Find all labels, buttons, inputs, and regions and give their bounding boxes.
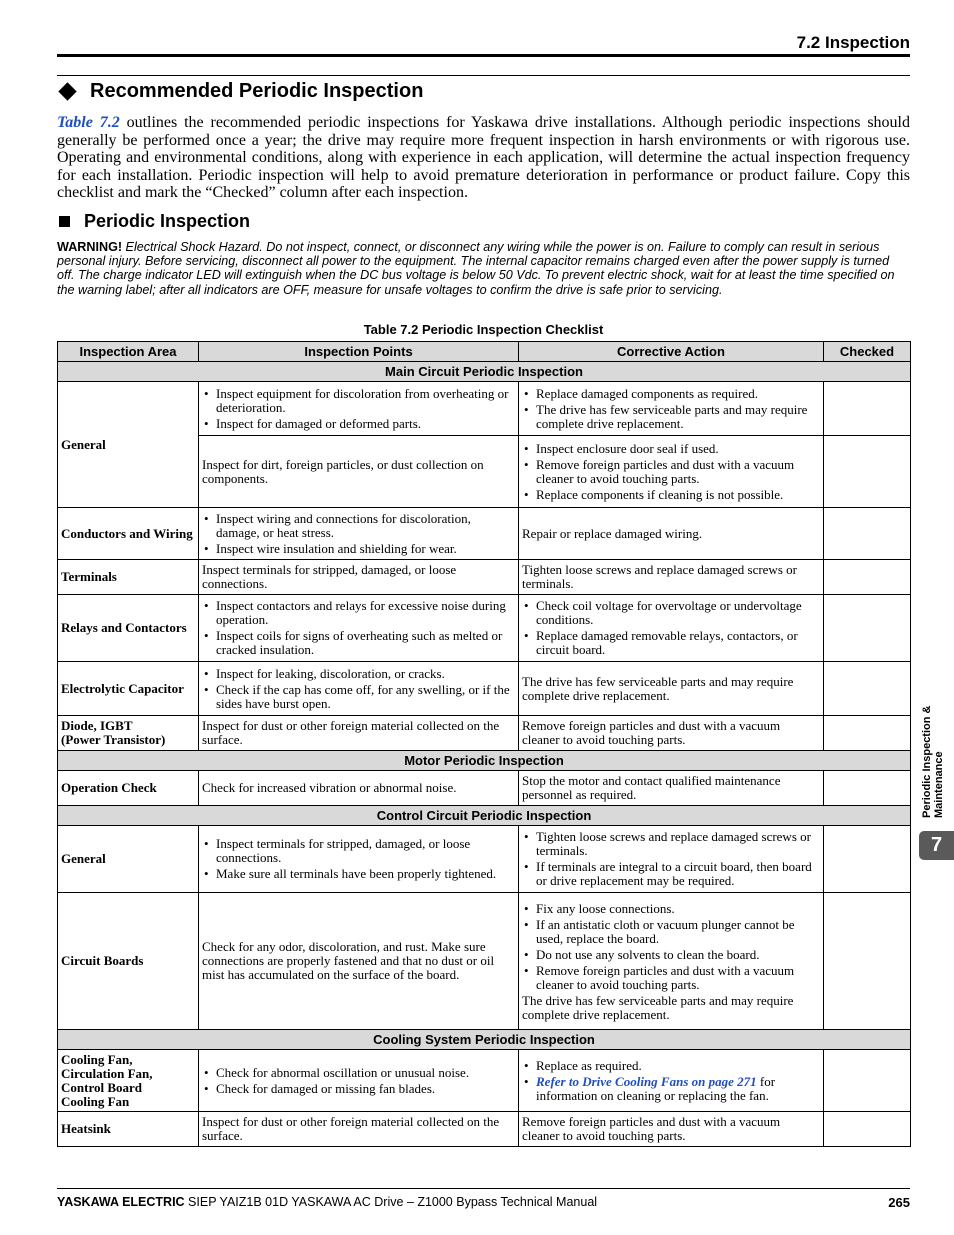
- list-item: • If terminals are integral to a circuit board, then board or drive replacement may be required.: [522, 860, 820, 888]
- inspection-points: [199, 662, 519, 716]
- list-item: • Replace as required.: [522, 1059, 820, 1073]
- list-item: [522, 1075, 820, 1103]
- checked-cell[interactable]: [824, 382, 911, 436]
- corrective-action: The drive has few serviceable parts and may require complete drive replacement.: [519, 662, 824, 716]
- inspection-points: Check for any odor, discoloration, and rust. Make sure connections are properly fastened and that no dust or oil mist has accumulated on the surface of the board.: [199, 893, 519, 1030]
- list-item: • Fix any loose connections.: [522, 902, 820, 916]
- table-row: [58, 595, 911, 662]
- running-header: 7.2 Inspection: [796, 33, 910, 52]
- inspection-checklist-table: [57, 341, 911, 1147]
- corrective-action: [519, 436, 824, 508]
- table-row: [58, 771, 911, 806]
- inspection-area: [58, 716, 199, 751]
- corrective-action: [519, 595, 824, 662]
- list-item: • Check coil voltage for overvoltage or undervoltage conditions.: [522, 599, 820, 627]
- section-title: [57, 80, 423, 103]
- checked-cell[interactable]: [824, 893, 911, 1030]
- table-row: [58, 382, 911, 436]
- subsection-title: [57, 211, 250, 232]
- warning-notice: [57, 240, 910, 297]
- footer-brand: YASKAWA ELECTRIC: [57, 1195, 185, 1209]
- list-item: • Make sure all terminals have been properly tightened.: [202, 867, 515, 881]
- table-row: [58, 716, 911, 751]
- chapter-tab[interactable]: 7: [919, 831, 954, 860]
- table-row: [58, 893, 911, 1030]
- checked-cell[interactable]: [824, 436, 911, 508]
- list-item: • Check for damaged or missing fan blades.: [202, 1082, 515, 1096]
- area-line: Diode, IGBT: [61, 718, 133, 733]
- chapter-side-label: [921, 693, 945, 818]
- list-item: • Inspect wiring and connections for discoloration, damage, or heat stress.: [202, 512, 515, 540]
- column-header: Corrective Action: [519, 342, 824, 362]
- inspection-points: Inspect for dust or other foreign material collected on the surface.: [199, 1112, 519, 1147]
- inspection-points: Inspect terminals for stripped, damaged, or loose connections.: [199, 560, 519, 595]
- list-item: • Inspect for leaking, discoloration, or cracks.: [202, 667, 515, 681]
- list-item: • Do not use any solvents to clean the board.: [522, 948, 820, 962]
- checked-cell[interactable]: [824, 1112, 911, 1147]
- corrective-action: Repair or replace damaged wiring.: [519, 508, 824, 560]
- checked-cell[interactable]: [824, 662, 911, 716]
- square-bullet-icon: [59, 216, 70, 227]
- corrective-action: Stop the motor and contact qualified maintenance personnel as required.: [519, 771, 824, 806]
- list-item: • Inspect contactors and relays for excessive noise during operation.: [202, 599, 515, 627]
- corrective-action: Remove foreign particles and dust with a vacuum cleaner to avoid touching parts.: [519, 716, 824, 751]
- area-line: Circulation Fan,: [61, 1065, 153, 1081]
- group-label: Main Circuit Periodic Inspection: [58, 362, 911, 382]
- diamond-bullet-icon: [58, 82, 76, 100]
- inspection-area: General: [58, 382, 199, 508]
- area-line: Cooling Fan: [61, 1093, 130, 1109]
- inspection-points: Check for increased vibration or abnormal noise.: [199, 771, 519, 806]
- list-item: • Remove foreign particles and dust with a vacuum cleaner to avoid touching parts.: [522, 964, 820, 992]
- list-item: • Remove foreign particles and dust with a vacuum cleaner to avoid touching parts.: [522, 458, 820, 486]
- checked-cell[interactable]: [824, 1050, 911, 1112]
- group-label: Control Circuit Periodic Inspection: [58, 806, 911, 826]
- list-item: • Inspect terminals for stripped, damaged, or loose connections.: [202, 837, 515, 865]
- column-header: Checked: [824, 342, 911, 362]
- area-line: (Power Transistor): [61, 732, 166, 747]
- corrective-action: [519, 826, 824, 893]
- checked-cell[interactable]: [824, 595, 911, 662]
- inspection-area: General: [58, 826, 199, 893]
- corrective-action: Remove foreign particles and dust with a vacuum cleaner to avoid touching parts.: [519, 1112, 824, 1147]
- list-item: • Replace damaged components as required.: [522, 387, 820, 401]
- link-suffix: for information on cleaning or replacing the fan.: [536, 1073, 776, 1103]
- corrective-action: [519, 893, 824, 1030]
- footer-rule: [57, 1188, 910, 1189]
- inspection-points: [199, 508, 519, 560]
- footer-doc: SIEP YAIZ1B 01D YASKAWA AC Drive – Z1000 Bypass Technical Manual: [184, 1195, 598, 1209]
- side-label-line: Maintenance: [933, 751, 945, 818]
- section-title-text: Recommended Periodic Inspection: [90, 80, 424, 102]
- table-row: [58, 826, 911, 893]
- warning-text: Electrical Shock Hazard. Do not inspect, connect, or disconnect any wiring while the power is on. Failure to comply can result in serious personal injury. Before servicing, disconnect all power to the equipment. The internal capacitor remains charged even after the power supply is turned off. The charge indicator LED will extinguish when the DC bus voltage is below 50 Vdc. To prevent electric shock, wait for at least the time specified on the warning label; after all indicators are OFF, measure for unsafe voltages to confirm the drive is safe prior to servicing.: [57, 240, 895, 297]
- side-label-line: Periodic Inspection &: [921, 705, 933, 818]
- list-item: • Inspect wire insulation and shielding for wear.: [202, 542, 515, 556]
- inspection-area: Conductors and Wiring: [58, 508, 199, 560]
- table-row: [58, 560, 911, 595]
- list-item: • Inspect equipment for discoloration from overheating or deterioration.: [202, 387, 515, 415]
- table-reference-link[interactable]: Table 7.2: [57, 114, 120, 131]
- list-item: • Tighten loose screws and replace damaged screws or terminals.: [522, 830, 820, 858]
- inspection-area: Heatsink: [58, 1112, 199, 1147]
- warning-label: WARNING!: [57, 240, 123, 254]
- group-row-motor: [58, 751, 911, 771]
- checked-cell[interactable]: [824, 716, 911, 751]
- table-row: [58, 1050, 911, 1112]
- inspection-points: [199, 826, 519, 893]
- corrective-action: [519, 382, 824, 436]
- list-item: • Check if the cap has come off, for any swelling, or if the sides have burst open.: [202, 683, 515, 711]
- inspection-points: [199, 382, 519, 436]
- corrective-action: [519, 1050, 824, 1112]
- table-row: [58, 662, 911, 716]
- table-header-row: [58, 342, 911, 362]
- checked-cell[interactable]: [824, 560, 911, 595]
- page-number: 265: [888, 1195, 910, 1210]
- inspection-area: [58, 1050, 199, 1112]
- checked-cell[interactable]: [824, 771, 911, 806]
- inspection-area: Terminals: [58, 560, 199, 595]
- inspection-points: [199, 595, 519, 662]
- list-item: • Check for abnormal oscillation or unusual noise.: [202, 1066, 515, 1080]
- checked-cell[interactable]: [824, 508, 911, 560]
- inspection-points: [199, 1050, 519, 1112]
- header-rule: [57, 54, 910, 57]
- group-label: Motor Periodic Inspection: [58, 751, 911, 771]
- list-item: • If an antistatic cloth or vacuum plunger cannot be used, replace the board.: [522, 918, 820, 946]
- intro-text: outlines the recommended periodic inspections for Yaskawa drive installations. Although periodic inspections should generally be performed once a year; the drive may require more frequent inspection in harsh environments or with rigorous use. Operating and environmental conditions, along with experience in each application, will determine the actual inspection frequency for each installation. Periodic inspection will help to avoid premature deterioration in performance or product failure. Copy this checklist and mark the “Checked” column after each inspection.: [57, 114, 911, 201]
- intro-paragraph: [57, 114, 910, 202]
- column-header: Inspection Area: [58, 342, 199, 362]
- group-label: Cooling System Periodic Inspection: [58, 1030, 911, 1050]
- list-item: • Replace damaged removable relays, contactors, or circuit board.: [522, 629, 820, 657]
- group-row-main: [58, 362, 911, 382]
- group-row-cooling: [58, 1030, 911, 1050]
- list-item: • The drive has few serviceable parts and may require complete drive replacement.: [522, 403, 820, 431]
- list-item: • Inspect enclosure door seal if used.: [522, 442, 820, 456]
- footer-text: [57, 1195, 597, 1209]
- header-rule-thin: [57, 75, 910, 76]
- group-row-control: [58, 806, 911, 826]
- column-header: Inspection Points: [199, 342, 519, 362]
- subsection-title-text: Periodic Inspection: [84, 211, 251, 231]
- area-line: Control Board: [61, 1079, 143, 1095]
- corrective-action: Tighten loose screws and replace damaged screws or terminals.: [519, 560, 824, 595]
- area-line: Cooling Fan,: [61, 1051, 133, 1067]
- inspection-points: Inspect for dirt, foreign particles, or dust collection on components.: [199, 436, 519, 508]
- cooling-fans-link[interactable]: Refer to Drive Cooling Fans on page 271: [536, 1073, 757, 1089]
- inspection-area: Operation Check: [58, 771, 199, 806]
- inspection-area: Circuit Boards: [58, 893, 199, 1030]
- list-item: • Inspect coils for signs of overheating such as melted or cracked insulation.: [202, 629, 515, 657]
- inspection-area: Electrolytic Capacitor: [58, 662, 199, 716]
- table-row: [58, 508, 911, 560]
- checked-cell[interactable]: [824, 826, 911, 893]
- inspection-points: Inspect for dust or other foreign material collected on the surface.: [199, 716, 519, 751]
- list-item: • Replace components if cleaning is not possible.: [522, 488, 820, 502]
- inspection-area: Relays and Contactors: [58, 595, 199, 662]
- table-row: [58, 1112, 911, 1147]
- action-note: The drive has few serviceable parts and may require complete drive replacement.: [522, 993, 794, 1022]
- table-caption: Table 7.2 Periodic Inspection Checklist: [363, 322, 604, 337]
- list-item: • Inspect for damaged or deformed parts.: [202, 417, 515, 431]
